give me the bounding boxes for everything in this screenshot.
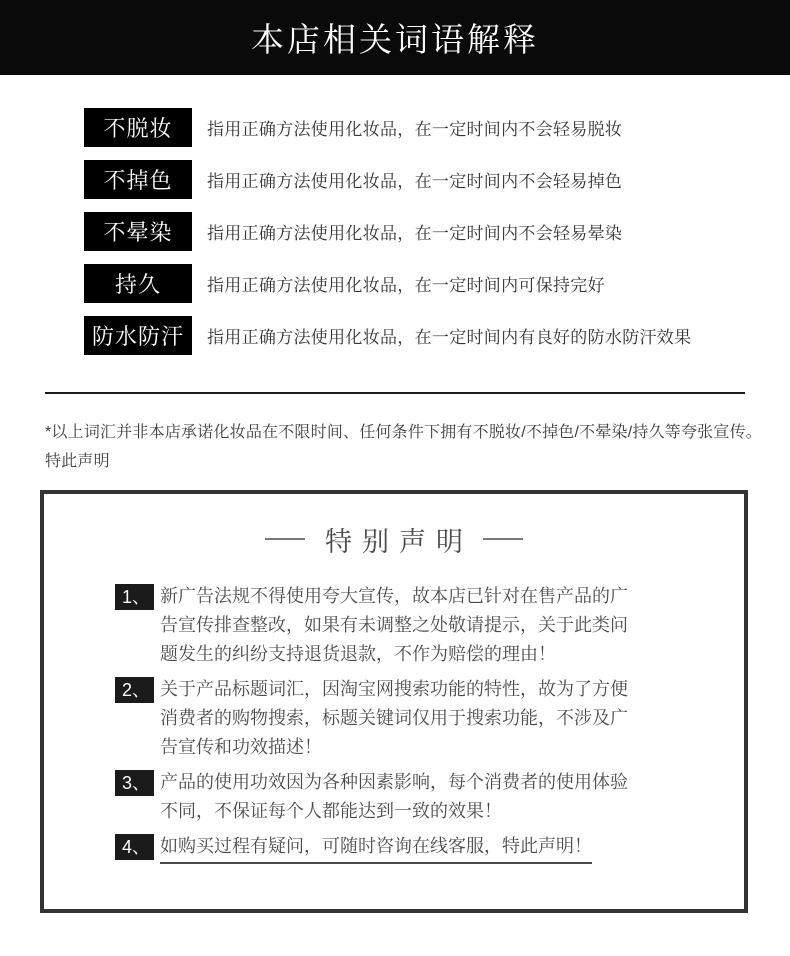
term-label-no-smearing: 不晕染 [84,212,192,251]
term-description: 指用正确方法使用化妆品，在一定时间内不会轻易脱妆 [207,120,623,139]
statement-item-text: 关于产品标题词汇，因淘宝网搜索功能的特性，故为了方便消费者的购物搜索，标题关键词仅用于搜索功能，不涉及广告宣传和功效描述！ [160,679,629,757]
term-description: 指用正确方法使用化妆品，在一定时间内可保持完好 [207,276,605,295]
item-number-badge: 3、 [115,770,154,796]
term-label-no-color-fade: 不掉色 [84,160,192,199]
term-description: 指用正确方法使用化妆品，在一定时间内不会轻易掉色 [207,172,623,191]
disclaimer-text: *以上词汇并非本店承诺化妆品在不限时间、任何条件下拥有不脱妆/不掉色/不晕染/持久等夸张宣传。特此声明 [45,424,762,470]
underlined-statement-text: 如购买过程有疑问，可随时咨询在线客服，特此声明！ [160,836,592,864]
statement-item-text: 新广告法规不得使用夸大宣传，故本店已针对在售产品的广告宣传排查整改，如果有未调整之处敬请提示，关于此类问题发生的纠纷支持退货退款，不作为赔偿的理由！ [160,586,629,664]
item-number-badge: 4、 [115,834,154,860]
page-title: 本店相关词语解释 [251,21,539,58]
statement-title-text: 特别声明 [325,526,473,557]
term-description: 指用正确方法使用化妆品，在一定时间内不会轻易晕染 [207,224,623,243]
divider-line [45,392,745,394]
term-label-long-lasting: 持久 [84,264,192,303]
term-row [84,160,790,199]
statement-item-4 [115,832,744,861]
statement-item-2 [115,675,744,762]
statement-item-text: 产品的使用功效因为各种因素影响，每个消费者的使用体验不同，不保证每个人都能达到一致的效果！ [160,772,629,821]
term-description: 指用正确方法使用化妆品，在一定时间内有良好的防水防汗效果 [207,328,692,347]
statement-item-3 [115,768,744,826]
statement-item-text [160,832,636,861]
left-dash-decoration [265,538,305,540]
term-label-waterproof-sweatproof: 防水防汗 [84,316,192,355]
item-number-badge: 2、 [115,677,154,703]
header-banner [0,0,790,75]
term-row [84,212,790,251]
item-number-badge: 1、 [115,584,154,610]
statement-heading [115,522,673,556]
terms-section [0,75,790,355]
term-label-no-makeup-smudge: 不脱妆 [84,108,192,147]
term-row [84,264,790,303]
term-row [84,316,790,355]
special-statement-box [40,490,748,913]
term-row [84,108,790,147]
right-dash-decoration [483,538,523,540]
statement-item-1 [115,582,744,669]
